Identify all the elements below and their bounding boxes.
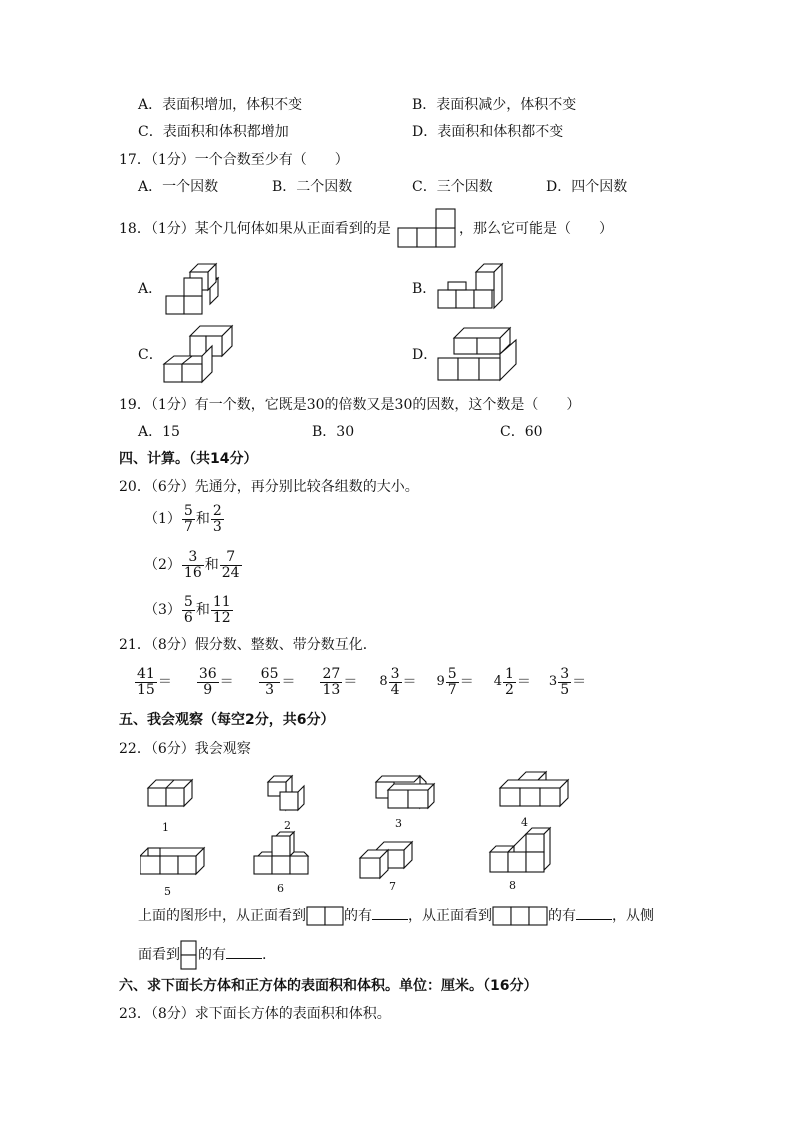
denominator: 15	[137, 681, 155, 698]
q18-option-c-label: C．	[138, 347, 163, 363]
q20-item-1	[144, 503, 225, 535]
answer-blank-2[interactable]	[576, 907, 612, 920]
numerator: 3	[390, 665, 400, 682]
denominator: 7	[183, 518, 193, 535]
q16-option-c: C．表面积和体积都增加	[138, 124, 289, 140]
numerator: 7	[220, 550, 242, 566]
numerator: 3	[182, 550, 204, 566]
numerator: 5	[447, 665, 457, 682]
fraction	[182, 595, 195, 626]
q21-expression	[437, 665, 474, 699]
fraction	[220, 550, 242, 581]
fraction	[503, 667, 516, 698]
denominator: 7	[447, 681, 457, 698]
q22-figure-8	[490, 828, 550, 872]
fraction	[211, 595, 233, 626]
front-view-two-squares	[306, 906, 344, 926]
fraction	[182, 550, 204, 581]
numerator: 27	[322, 665, 341, 682]
whole-number: 3	[548, 674, 558, 689]
q19-option-c: C．60	[500, 424, 543, 440]
equals-sign: ＝	[459, 674, 474, 690]
whole-number: 4	[493, 674, 502, 689]
fraction	[211, 504, 224, 535]
denominator: 2	[505, 681, 514, 698]
q22-fill-line-2	[138, 940, 266, 970]
q22-text: ，从侧	[612, 908, 654, 924]
q22-figure-2	[268, 776, 304, 810]
q18-option-b-label: B．	[412, 281, 437, 297]
q18-front-view-figure	[397, 206, 459, 250]
numerator: 5	[183, 593, 193, 610]
denominator: 16	[183, 564, 202, 581]
q22-figure-label-4: 4	[521, 816, 528, 829]
and-word: 和	[195, 602, 210, 618]
q22-figure-5	[140, 848, 204, 874]
q16-option-b: B．表面积减少，体积不变	[412, 97, 577, 113]
q19-option-a: A．15	[138, 424, 180, 440]
answer-blank-1[interactable]	[372, 907, 408, 920]
q22-text: 的有	[548, 908, 576, 924]
and-word: 和	[195, 511, 210, 527]
q22-text: 上面的图形中，从正面看到	[138, 908, 306, 924]
q22-text: 的有	[198, 947, 226, 963]
q21-expression	[258, 665, 296, 699]
equals-sign: ＝	[516, 674, 531, 690]
q22-figure-label-8: 8	[509, 879, 516, 892]
q16-option-a: A．表面积增加，体积不变	[138, 97, 303, 113]
q22-text: 面看到	[138, 947, 180, 963]
q18-option-a-figure	[160, 262, 230, 317]
q22-figure-label-5: 5	[164, 885, 171, 898]
q22-figure-4	[500, 772, 568, 806]
fraction	[259, 667, 281, 698]
q18-option-b-figure	[432, 262, 510, 317]
whole-number: 8	[379, 674, 388, 689]
q22-figures	[140, 768, 610, 898]
q17-option-b: B．二个因数	[272, 179, 353, 195]
section-5-title: 五、我会观察（每空2分，共6分）	[119, 712, 335, 728]
q18-stem-before: 18．（1分）某个几何体如果从正面看到的是	[119, 221, 391, 237]
q22-fill-line-1	[138, 905, 654, 927]
fraction	[320, 667, 342, 698]
denominator: 13	[322, 681, 341, 698]
q23-stem: 23．（8分）求下面长方体的表面积和体积。	[119, 1006, 391, 1022]
q17-option-d: D．四个因数	[546, 179, 628, 195]
numerator: 41	[137, 665, 155, 682]
q17-option-a: A．一个因数	[138, 179, 219, 195]
denominator: 24	[221, 564, 240, 581]
q18-option-a-label: A．	[138, 281, 163, 297]
q22-figure-7	[360, 842, 412, 878]
numerator: 65	[260, 665, 279, 682]
denominator: 12	[212, 609, 231, 626]
front-view-three-squares	[492, 906, 548, 926]
numerator: 1	[505, 665, 514, 682]
equals-sign: ＝	[281, 674, 296, 690]
fraction	[135, 667, 157, 698]
q20-item-label: （3）	[144, 602, 181, 618]
q22-figure-label-6: 6	[277, 882, 284, 895]
q19-stem: 19．（1分）有一个数，它既是30的倍数又是30的因数，这个数是（ ）	[119, 397, 581, 413]
numerator: 5	[183, 502, 193, 519]
q22-figure-label-2: 2	[284, 819, 291, 832]
numerator: 3	[560, 665, 570, 682]
equals-sign: ＝	[572, 674, 587, 690]
numerator: 36	[198, 665, 217, 682]
and-word: 和	[204, 557, 219, 573]
fraction	[558, 667, 571, 698]
whole-number: 9	[436, 674, 445, 689]
q21-expression	[494, 665, 531, 699]
section-6-title: 六、求下面长方体和正方体的表面积和体积。单位：厘米。（16分）	[119, 978, 538, 994]
denominator: 4	[390, 681, 400, 698]
fraction	[446, 667, 459, 698]
q21-expression	[196, 665, 234, 699]
side-view-two-squares	[180, 940, 198, 970]
q20-item-label: （2）	[144, 557, 181, 573]
section-4-title: 四、计算。（共14分）	[119, 451, 258, 467]
numerator: 2	[212, 502, 222, 519]
q21-expression	[549, 665, 586, 699]
equals-sign: ＝	[157, 674, 172, 690]
q19-option-b: B．30	[312, 424, 355, 440]
q21-expression	[319, 665, 357, 699]
q20-stem: 20．（6分）先通分，再分别比较各组数的大小。	[119, 479, 419, 495]
q20-item-label: （1）	[144, 511, 181, 527]
q17-option-c: C．三个因数	[412, 179, 493, 195]
q18-option-c-figure	[158, 324, 238, 386]
q22-figure-label-1: 1	[162, 821, 169, 834]
q22-stem: 22．（6分）我会观察	[119, 741, 251, 757]
q22-figure-6	[254, 832, 308, 874]
q18-option-d-figure	[434, 326, 522, 384]
q22-text: .	[262, 947, 267, 963]
answer-blank-3[interactable]	[226, 946, 262, 959]
equals-sign: ＝	[219, 674, 234, 690]
q21-expression	[134, 665, 172, 699]
q16-option-d: D．表面积和体积都不变	[412, 124, 564, 140]
q17-stem: 17．（1分）一个合数至少有（ ）	[119, 152, 349, 168]
denominator: 3	[212, 518, 222, 535]
q22-figure-label-3: 3	[395, 817, 402, 830]
q21-expression	[379, 665, 416, 699]
q22-figure-1	[148, 780, 192, 806]
q22-figure-3	[376, 776, 434, 808]
q20-item-2	[144, 549, 243, 581]
q20-item-3	[144, 594, 234, 626]
denominator: 3	[265, 681, 275, 698]
fraction	[182, 504, 195, 535]
q18-option-d-label: D．	[412, 347, 438, 363]
denominator: 9	[203, 681, 213, 698]
q22-text: 的有	[344, 908, 372, 924]
equals-sign: ＝	[343, 674, 358, 690]
fraction	[389, 667, 402, 698]
q21-stem: 21．（8分）假分数、整数、带分数互化．	[119, 637, 377, 653]
denominator: 5	[560, 681, 570, 698]
fraction	[197, 667, 219, 698]
denominator: 6	[183, 609, 193, 626]
q22-figure-label-7: 7	[389, 880, 396, 893]
q21-expression-row	[134, 665, 586, 699]
q18-stem-after: ，那么它可能是（ ）	[459, 221, 613, 237]
q22-text: ，从正面看到	[408, 908, 492, 924]
equals-sign: ＝	[402, 674, 417, 690]
numerator: 11	[212, 593, 231, 610]
